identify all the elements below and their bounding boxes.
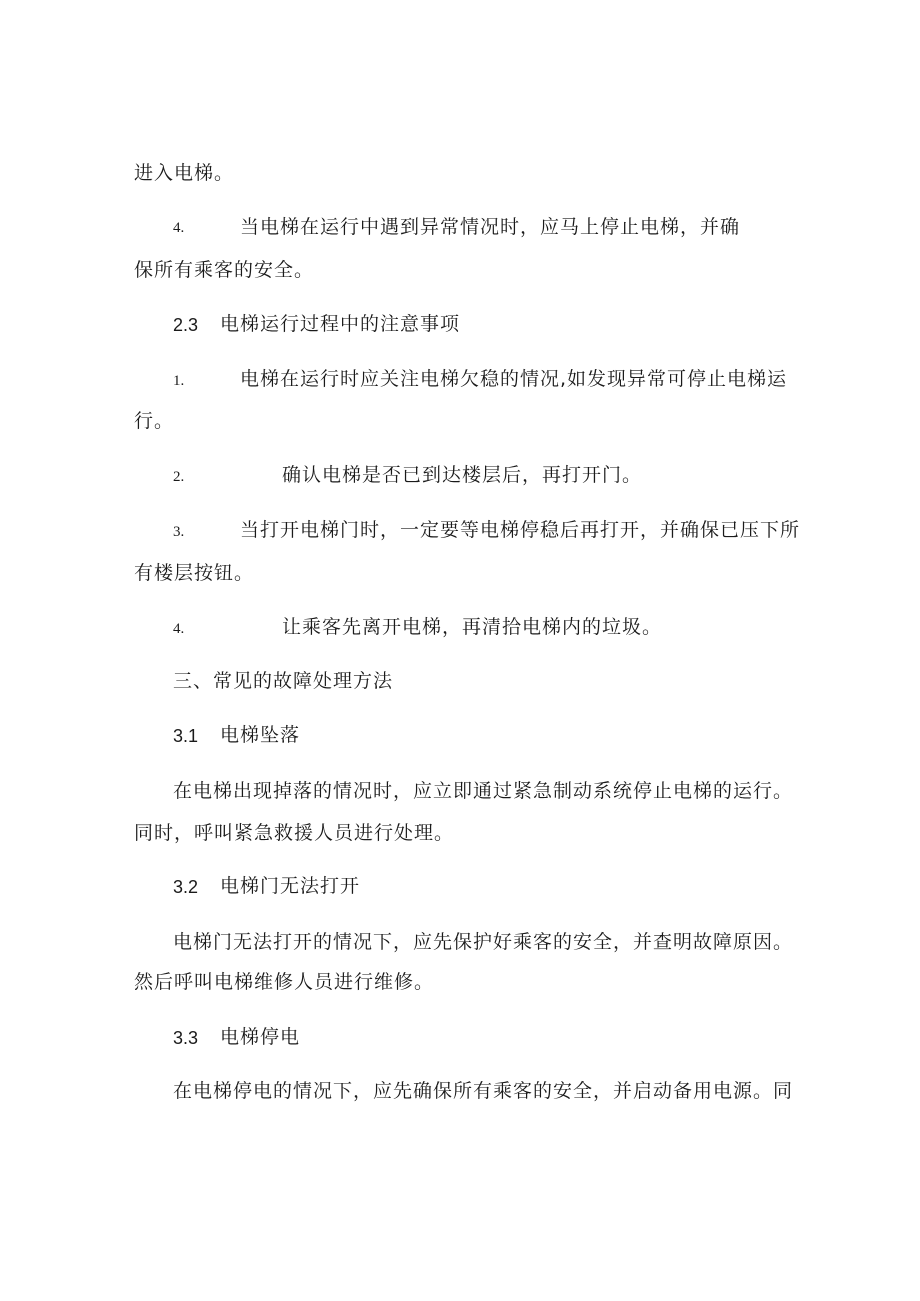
list-item-number: 3. bbox=[173, 524, 185, 540]
paragraph-text-continuation: 同时，呼叫紧急救援人员进行处理。 bbox=[134, 822, 455, 844]
list-item-text-continuation: 保所有乘客的安全。 bbox=[134, 259, 315, 281]
section-heading: 电梯停电 bbox=[220, 1026, 301, 1048]
list-item-text-continuation: 有楼层按钮。 bbox=[134, 562, 255, 584]
section-number: 3.2 bbox=[173, 877, 199, 897]
paragraph-continuation: 进入电梯。 bbox=[134, 162, 235, 184]
list-item-text: 当打开电梯门时，一定要等电梯停稳后再打开，并确保已压下所 bbox=[240, 519, 801, 541]
list-item-text: 电梯在运行时应关注电梯欠稳的情况,如发现异常可停止电梯运 bbox=[240, 368, 788, 390]
paragraph-text: 在电梯停电的情况下，应先确保所有乘客的安全，并启动备用电源。同 bbox=[173, 1080, 794, 1102]
section-heading: 电梯坠落 bbox=[220, 724, 301, 746]
list-item-number: 4. bbox=[173, 621, 185, 637]
section-heading: 电梯运行过程中的注意事项 bbox=[220, 313, 461, 335]
list-item-text: 确认电梯是否已到达楼层后，再打开门。 bbox=[282, 464, 643, 486]
list-item-text: 当电梯在运行中遇到异常情况时，应马上停止电梯，并确 bbox=[240, 216, 741, 238]
chapter-heading: 三、常见的故障处理方法 bbox=[173, 670, 394, 692]
list-item-number: 4. bbox=[173, 220, 185, 236]
list-item-text: 让乘客先离开电梯，再清拾电梯内的垃圾。 bbox=[282, 616, 663, 638]
paragraph-text: 电梯门无法打开的情况下，应先保护好乘客的安全，并查明故障原因。 bbox=[173, 931, 794, 953]
section-number: 3.3 bbox=[173, 1028, 199, 1048]
list-item-text-continuation: 行。 bbox=[134, 410, 175, 432]
list-item-number: 1. bbox=[173, 373, 185, 389]
section-heading: 电梯门无法打开 bbox=[220, 875, 361, 897]
section-number: 3.1 bbox=[173, 726, 199, 746]
section-number: 2.3 bbox=[173, 315, 199, 335]
paragraph-text-continuation: 然后呼叫电梯维修人员进行维修。 bbox=[134, 971, 435, 993]
paragraph-text: 在电梯出现掉落的情况时，应立即通过紧急制动系统停止电梯的运行。 bbox=[173, 780, 794, 802]
list-item-number: 2. bbox=[173, 469, 185, 485]
